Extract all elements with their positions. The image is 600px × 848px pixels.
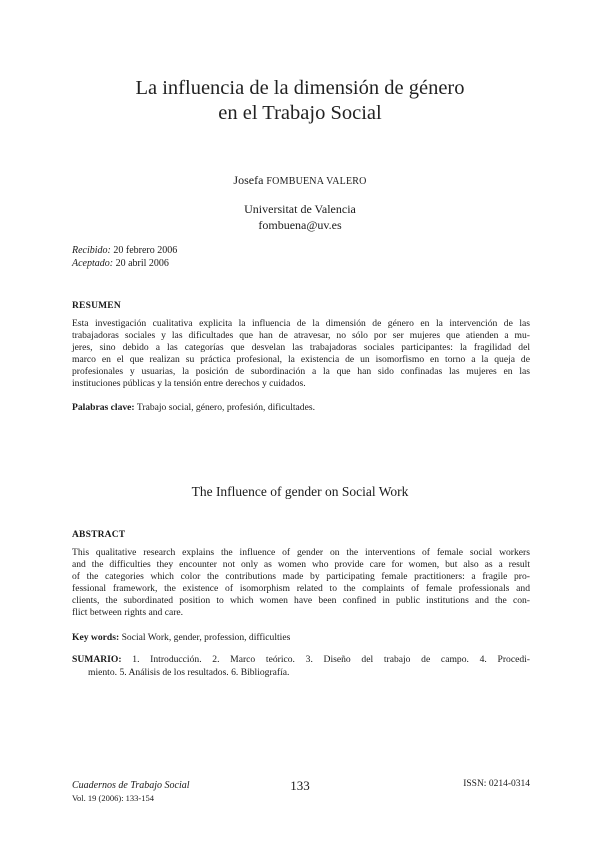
abstract-line: fessional framework, the existence of isomorphism related to the complaints of female professionals and <box>72 583 530 594</box>
affiliation-institution: Universitat de Valencia <box>244 202 356 216</box>
sumario <box>72 654 530 679</box>
submission-dates <box>72 244 177 270</box>
received-date <box>72 244 177 257</box>
abstract-line: flict between rights and care. <box>72 607 184 618</box>
resumen-line: marco en el que realizan su práctica profesional, la existencia de un isomorfismo en torno a la queja de <box>72 354 530 365</box>
author-affiliation <box>60 201 540 233</box>
key-words <box>72 632 530 644</box>
abstract-line: of the categories which color the contributions made by participating female practitioners: a fragile pro- <box>72 571 530 582</box>
resumen-line: trabajadoras sociales y las dificultades que han de atravesar, no sólo por ser mujeres que atienden a mu- <box>72 330 530 341</box>
abstract-line: This qualitative research explains the influence of gender on the interventions of female social workers <box>72 547 530 558</box>
resumen-heading: RESUMEN <box>72 301 121 311</box>
article-title-line-1: La influencia de la dimensión de género <box>135 77 465 99</box>
abstract-body <box>72 547 530 619</box>
received-label: Recibido: <box>72 245 111 256</box>
sumario-line-1-text: 1. Introducción. 2. Marco teórico. 3. Diseño del trabajo de campo. 4. Procedi- <box>121 654 530 665</box>
resumen-line: profesionales y usuarias, la posición de subordinación a la que han sido confinadas las mujeres en las <box>72 366 530 377</box>
palabras-clave-value: Trabajo social, género, profesión, dificultades. <box>134 402 315 413</box>
article-title <box>60 76 540 126</box>
received-value: 20 febrero 2006 <box>110 245 178 256</box>
article-title-line-2: en el Trabajo Social <box>218 102 382 124</box>
footer-citation <box>72 779 190 805</box>
journal-name: Cuadernos de Trabajo Social <box>72 780 190 791</box>
abstract-line: clients, the subordinated position to which women have been confined in public institutions and the con- <box>72 595 530 606</box>
resumen-body <box>72 318 530 390</box>
page-number: 133 <box>290 778 310 793</box>
resumen-line: Esta investigación cualitativa explicita la influencia de la dimensión de género en la intervención de las <box>72 318 530 329</box>
accepted-value: 20 abril 2006 <box>113 258 169 269</box>
author-name <box>60 172 540 190</box>
issn: ISSN: 0214-0314 <box>463 779 530 789</box>
author-surname: FOMBUENA VALERO <box>266 176 367 187</box>
sumario-line-2: miento. 5. Análisis de los resultados. 6. Bibliografía. <box>88 666 290 678</box>
accepted-label: Aceptado: <box>72 258 114 269</box>
abstract-heading: ABSTRACT <box>72 530 126 540</box>
resumen-line: instituciones públicas y la tensión entre derechos y cuidados. <box>72 378 306 389</box>
author-first-name: Josefa <box>233 173 267 187</box>
resumen-line: jeres, sino debido a las categorías que desvelan las trabajadoras sociales participantes: la fragilidad del <box>72 342 530 353</box>
accepted-date <box>72 257 177 270</box>
sumario-line-1 <box>72 654 530 667</box>
key-words-value: Social Work, gender, profession, difficulties <box>119 632 291 643</box>
journal-volume: Vol. 19 (2006): 133-154 <box>72 793 155 803</box>
palabras-clave-label: Palabras clave: <box>72 402 135 413</box>
affiliation-email: fombuena@uv.es <box>258 218 342 232</box>
english-title: The Influence of gender on Social Work <box>191 484 409 499</box>
abstract-line: and the difficulties they encounter not only as women who provide care for women, but also as a result <box>72 559 530 570</box>
key-words-label: Key words: <box>72 632 120 643</box>
sumario-label: SUMARIO: <box>72 654 122 665</box>
palabras-clave <box>72 402 530 414</box>
